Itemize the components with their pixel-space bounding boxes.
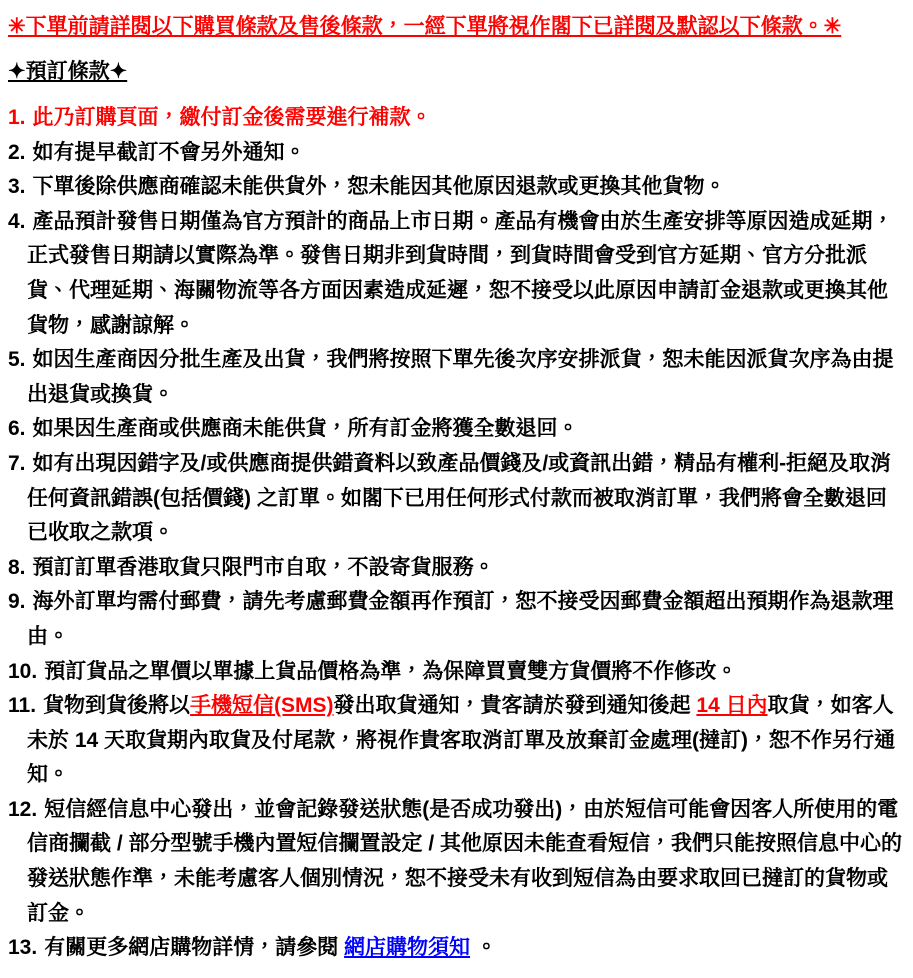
term-number: 2.	[8, 140, 26, 164]
term-item	[8, 136, 907, 171]
term-number: 5.	[8, 348, 26, 372]
terms-list	[8, 101, 907, 966]
term-text: 有關更多網店購物詳情，請參閱	[44, 936, 345, 960]
term-item	[8, 170, 907, 205]
term-text: 如有出現因錯字及/或供應商提供錯資料以致產品價錢及/或資訊出錯，精品有權利-拒絕及取消任何資訊錯誤(包括價錢) 之訂單。如閣下已用任何形式付款而被取消訂單，我們將會全數退回已收取之款項。	[27, 451, 892, 545]
term-item	[8, 343, 907, 412]
term-item	[8, 101, 907, 136]
term-item	[8, 412, 907, 447]
term-number: 4.	[8, 209, 26, 233]
term-item	[8, 447, 907, 551]
term-number: 3.	[8, 175, 26, 199]
term-number: 6.	[8, 417, 26, 441]
term-highlight-text: 14 日內	[696, 694, 768, 718]
purchase-notice-banner: ✳下單前請詳閱以下購買條款及售後條款，一經下單將視作閣下已詳閱及默認以下條款。✳	[8, 15, 842, 38]
term-number: 9.	[8, 590, 26, 614]
term-highlight-text: 手機短信(SMS)	[190, 694, 334, 718]
term-number: 11.	[8, 694, 37, 718]
term-text: 短信經信息中心發出，並會記錄發送狀態(是否成功發出)，由於短信可能會因客人所使用的電信商攔截 / 部分型號手機內置短信攔置設定 / 其他原因未能查看短信，我們只能按照信息中心的發送狀態作準，未能考慮客人個別情況，恕不接受未有收到短信為由要求取回已撻訂的貨物或訂金。	[27, 797, 903, 925]
term-item	[8, 205, 907, 343]
term-number: 7.	[8, 451, 26, 475]
term-text: 如果因生產商或供應商未能供貨，所有訂金將獲全數退回。	[32, 417, 579, 441]
term-item	[8, 551, 907, 586]
term-number: 1.	[8, 106, 26, 129]
term-item	[8, 689, 907, 793]
term-text: 發出取貨通知，貴客請於發到通知後起	[333, 694, 697, 718]
term-item	[8, 655, 907, 690]
term-number: 8.	[8, 555, 26, 579]
term-text: 海外訂單均需付郵費，請先考慮郵費金額再作預訂，恕不接受因郵費金額超出預期作為退款理由。	[27, 590, 894, 648]
term-number: 13.	[8, 936, 38, 960]
preorder-terms-title: ✦預訂條款✦	[8, 60, 128, 83]
term-item	[8, 585, 907, 654]
term-text: 取貨，如客人未於 14 天取貨期內取貨及付尾款，將視作貴客取消訂單及放棄訂金處理(撻訂)，恕不作另行通知。	[27, 694, 896, 787]
term-text: 。	[470, 936, 497, 960]
term-text: 預訂訂單香港取貨只限門市自取，不設寄貨服務。	[32, 555, 495, 579]
shop-guide-link[interactable]: 網店購物須知	[344, 936, 471, 960]
term-text: 預訂貨品之單價以單據上貨品價格為準，為保障買賣雙方貨價將不作修改。	[44, 659, 738, 683]
term-item	[8, 931, 907, 966]
term-text: 此乃訂購頁面，繳付訂金後需要進行補款。	[32, 106, 432, 129]
term-number: 10.	[8, 659, 38, 683]
term-text: 下單後除供應商確認未能供貨外，恕未能因其他原因退款或更換其他貨物。	[32, 175, 726, 199]
term-text: 產品預計發售日期僅為官方預計的商品上市日期。產品有機會由於生產安排等原因造成延期，正式發售日期請以實際為準。發售日期非到貨時間，到貨時間會受到官方延期、官方分批派貨、代理延期、海關物流等各方面因素造成延遲，恕不接受以此原因申請訂金退款或更換其他貨物，感謝諒解。	[27, 209, 894, 337]
term-item	[8, 793, 907, 931]
term-text: 如因生產商因分批生產及出貨，我們將按照下單先後次序安排派貨，恕未能因派貨次序為由提出退貨或換貨。	[27, 348, 894, 406]
term-text: 貨物到貨後將以	[43, 694, 191, 718]
term-number: 12.	[8, 797, 38, 821]
term-text: 如有提早截訂不會另外通知。	[32, 140, 306, 164]
